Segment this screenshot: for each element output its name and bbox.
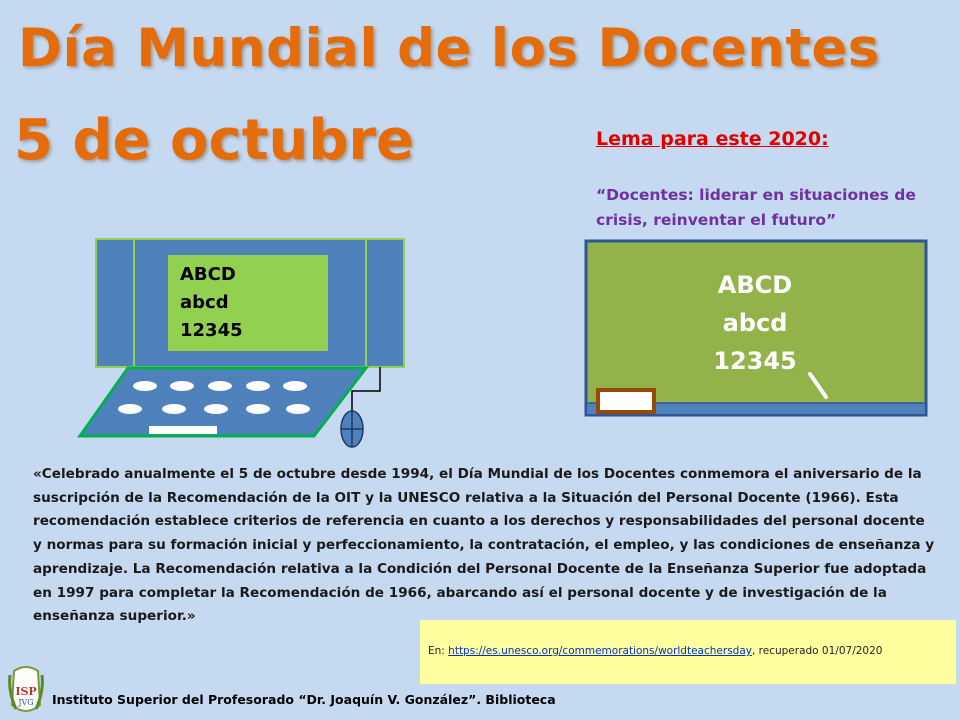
page-title: Día Mundial de los Docentes [18, 18, 880, 79]
chalkboard-text [694, 266, 816, 380]
source-citation [428, 645, 882, 657]
chalkboard-line: 12345 [713, 347, 797, 375]
chalkboard-line: ABCD [717, 271, 793, 299]
chalkboard-line: abcd [722, 309, 788, 337]
svg-text:ISP: ISP [15, 685, 37, 698]
institute-logo-icon [6, 665, 46, 717]
laptop-screen-line: abcd [180, 292, 229, 313]
svg-text:JVG: JVG [18, 698, 34, 707]
quote-paragraph: «Celebrado anualmente el 5 de octubre desde 1994, el Día Mundial de los Docentes conmemora el aniversario de la suscripción de la Recomendación de la OIT y la UNESCO relativa a la Situación del Personal Docente (1966). Esta recomendación establece criterios de referencia en cuanto a los derechos y responsabilidades del personal docente y normas para su formación inicial y perfeccionamiento, la contratación, el empleo, y las condiciones de enseñanza y aprendizaje. La Recomendación relativa a la Condición del Personal Docente de la Enseñanza Superior fue adoptada en 1997 para completar la Recomendación de 1966, abarcando así el personal docente y de investigación de la enseñanza superior.» [33, 466, 935, 625]
source-box [420, 620, 956, 684]
lema-heading: Lema para este 2020: [596, 128, 829, 150]
laptop-screen-text [180, 261, 243, 345]
source-prefix: En: [428, 645, 449, 657]
lema-text: “Docentes: liderar en situaciones de crisis, reinventar el futuro” [596, 186, 916, 229]
source-link[interactable]: https://es.unesco.org/commemorations/worldteachersday [448, 645, 752, 657]
laptop-screen-line: ABCD [180, 264, 236, 285]
source-suffix: , recuperado 01/07/2020 [751, 645, 883, 657]
date-heading: 5 de octubre [14, 108, 415, 173]
laptop-screen-line: 12345 [180, 320, 243, 341]
institute-footer: Instituto Superior del Profesorado “Dr. Joaquín V. González”. Biblioteca [52, 692, 556, 707]
